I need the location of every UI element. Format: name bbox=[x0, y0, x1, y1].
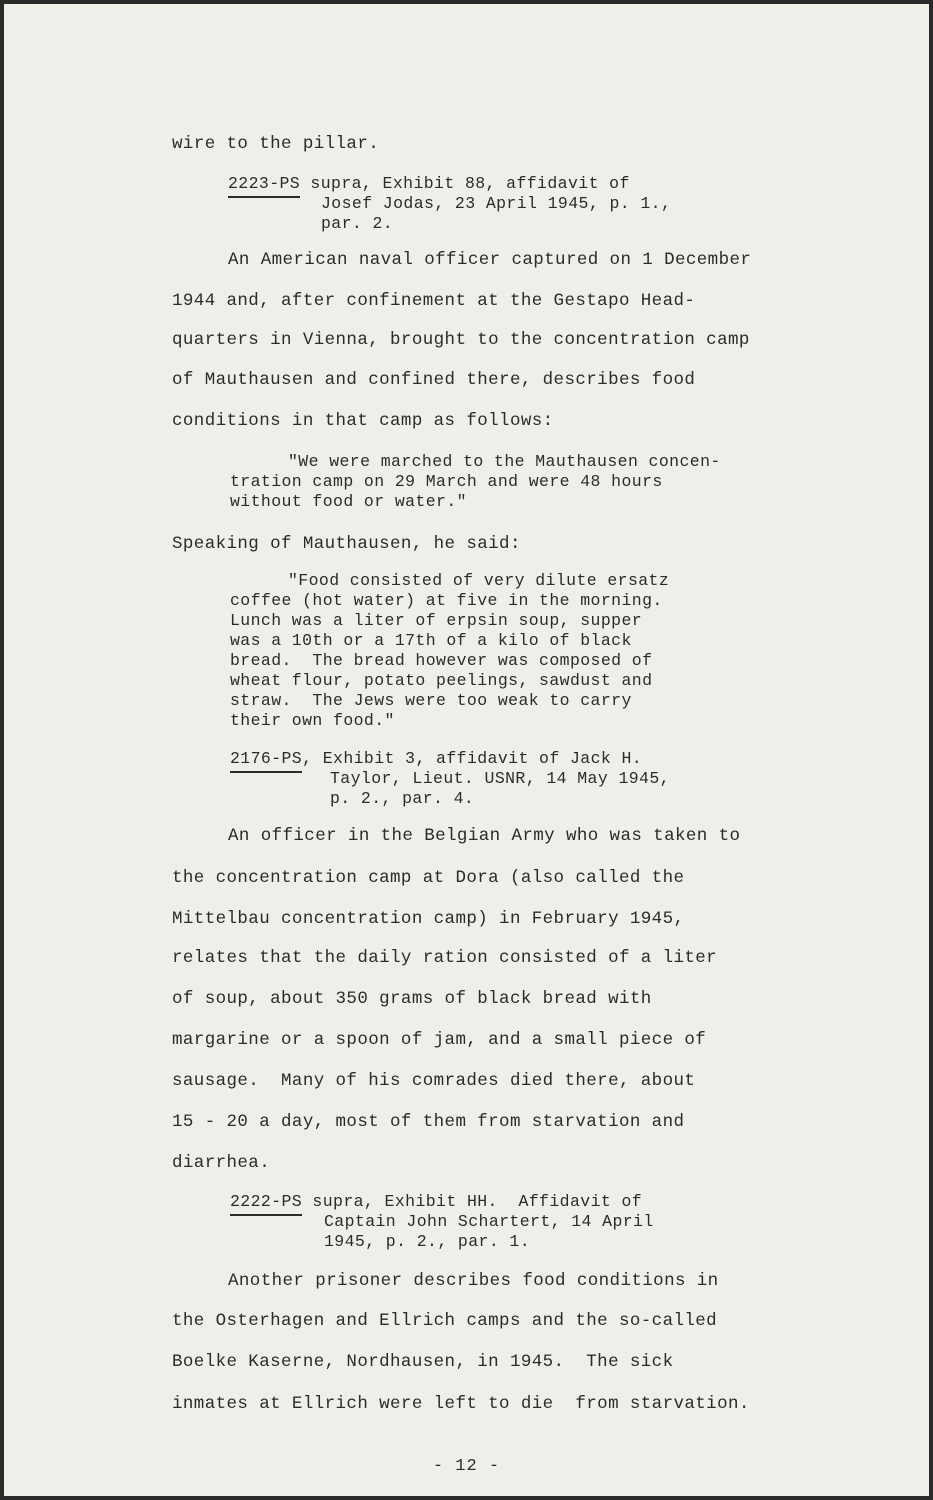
paragraph-line: inmates at Ellrich were left to die from starvation. bbox=[172, 1394, 750, 1414]
paragraph-line: diarrhea. bbox=[172, 1153, 271, 1173]
citation-ref: 2223-PS bbox=[228, 174, 300, 198]
quote-line: their own food." bbox=[230, 711, 395, 730]
text-line: wire to the pillar. bbox=[172, 134, 380, 154]
citation-line: par. 2. bbox=[321, 214, 394, 233]
quote-line: bread. The bread however was composed of bbox=[230, 651, 653, 670]
quote-line: "We were marched to the Mauthausen concen- bbox=[288, 452, 721, 471]
citation-line: p. 2., par. 4. bbox=[330, 789, 475, 808]
quote-line: straw. The Jews were too weak to carry bbox=[230, 691, 632, 710]
citation-line: 1945, p. 2., par. 1. bbox=[324, 1232, 531, 1251]
citation-line: supra, Exhibit HH. Affidavit of bbox=[302, 1192, 643, 1211]
paragraph-line: 15 - 20 a day, most of them from starvation and bbox=[172, 1112, 685, 1132]
paragraph-line: of Mauthausen and confined there, describes food bbox=[172, 370, 696, 390]
citation-2176-ps bbox=[230, 749, 642, 769]
citation-line: , Exhibit 3, affidavit of Jack H. bbox=[302, 749, 643, 768]
quote-line: without food or water." bbox=[230, 492, 467, 511]
quote-line: was a 10th or a 17th of a kilo of black bbox=[230, 631, 632, 650]
paragraph-line: margarine or a spoon of jam, and a small piece of bbox=[172, 1030, 707, 1050]
citation-ref: 2176-PS bbox=[230, 749, 302, 773]
quote-line: "Food consisted of very dilute ersatz bbox=[288, 571, 670, 590]
paragraph-line: of soup, about 350 grams of black bread with bbox=[172, 989, 652, 1009]
paragraph-line: 1944 and, after confinement at the Gestapo Head- bbox=[172, 291, 696, 311]
paragraph-line: Boelke Kaserne, Nordhausen, in 1945. The sick bbox=[172, 1352, 674, 1372]
document-page bbox=[4, 4, 929, 1496]
citation-ref: 2222-PS bbox=[230, 1192, 302, 1216]
citation-line: Taylor, Lieut. USNR, 14 May 1945, bbox=[330, 769, 670, 788]
paragraph-line: quarters in Vienna, brought to the concentration camp bbox=[172, 330, 750, 350]
citation-line: supra, Exhibit 88, affidavit of bbox=[300, 174, 630, 193]
paragraph-line: sausage. Many of his comrades died there, about bbox=[172, 1071, 696, 1091]
citation-2223-ps bbox=[228, 174, 630, 194]
paragraph-line: conditions in that camp as follows: bbox=[172, 411, 554, 431]
quote-line: coffee (hot water) at five in the morning. bbox=[230, 591, 663, 610]
citation-line: Josef Jodas, 23 April 1945, p. 1., bbox=[321, 194, 672, 213]
quote-line: wheat flour, potato peelings, sawdust and bbox=[230, 671, 653, 690]
text-line: Speaking of Mauthausen, he said: bbox=[172, 534, 521, 554]
paragraph-line: the Osterhagen and Ellrich camps and the so-called bbox=[172, 1311, 718, 1331]
paragraph-line: An officer in the Belgian Army who was taken to bbox=[228, 826, 741, 846]
paragraph-line: the concentration camp at Dora (also called the bbox=[172, 868, 685, 888]
paragraph-line: relates that the daily ration consisted of a liter bbox=[172, 948, 718, 968]
paragraph-line: Another prisoner describes food conditions in bbox=[228, 1271, 719, 1291]
paragraph-line: An American naval officer captured on 1 December bbox=[228, 250, 752, 270]
citation-line: Captain John Schartert, 14 April bbox=[324, 1212, 654, 1231]
page-number: - 12 - bbox=[432, 1457, 501, 1476]
citation-2222-ps bbox=[230, 1192, 642, 1212]
quote-line: tration camp on 29 March and were 48 hours bbox=[230, 472, 663, 491]
paragraph-line: Mittelbau concentration camp) in February 1945, bbox=[172, 909, 685, 929]
quote-line: Lunch was a liter of erpsin soup, supper bbox=[230, 611, 643, 630]
